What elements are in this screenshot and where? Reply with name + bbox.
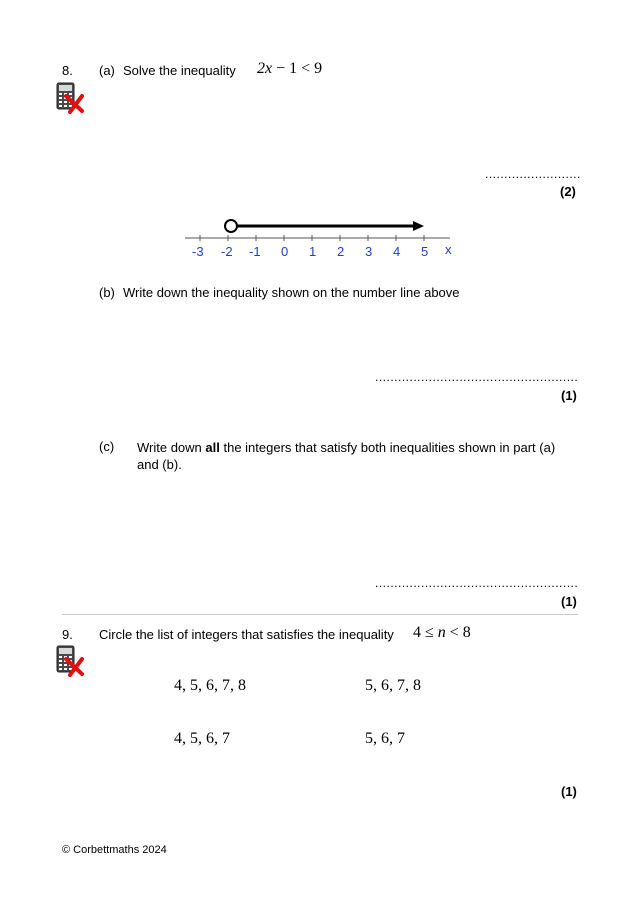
q9-number: 9. [62, 627, 73, 642]
tick-label: 3 [365, 244, 373, 259]
q8c-text-after: the integers that satisfy both inequalities shown in part (a) [219, 440, 556, 455]
q8b-marks: (1) [561, 388, 577, 403]
q9-question: Circle the list of integers that satisfies the inequality [99, 627, 394, 642]
q8b-answer-line[interactable]: ..................................................... [375, 370, 579, 384]
q8-number: 8. [62, 63, 73, 78]
q8c-text-line2: and (b). [137, 457, 182, 472]
q9-marks: (1) [561, 784, 577, 799]
tick-label: 2 [337, 244, 345, 259]
q8c-text-before: Write down [137, 440, 206, 455]
q8c-label: (c) [99, 439, 115, 454]
q8a-answer-line[interactable]: ......................... [485, 167, 581, 181]
q8b-label: (b) [99, 285, 115, 300]
q9-option[interactable]: 4, 5, 6, 7 [174, 730, 230, 747]
tick-label: 0 [281, 244, 289, 259]
tick-label: -2 [221, 244, 233, 259]
q8a-marks: (2) [560, 184, 576, 199]
tick-label: 4 [393, 244, 401, 259]
q8c-marks: (1) [561, 594, 577, 609]
q8a-question: Solve the inequality [123, 63, 236, 78]
tick-label: -3 [192, 244, 204, 259]
calculator-not-allowed-icon [56, 82, 80, 112]
open-circle-marker [225, 220, 237, 232]
q8c-answer-line[interactable]: ..................................................... [375, 576, 579, 590]
q9-expression-lhs: 4 ≤ [413, 624, 438, 641]
tick-label: 1 [309, 244, 317, 259]
q8a-expression [257, 60, 322, 78]
q9-expression [413, 624, 471, 642]
q9-option[interactable]: 5, 6, 7 [365, 730, 405, 747]
q8c-text-bold: all [205, 440, 220, 455]
q9-option[interactable]: 4, 5, 6, 7, 8 [174, 677, 246, 694]
question-divider [62, 614, 578, 615]
q9-expression-rest: < 8 [445, 624, 471, 641]
q9-option[interactable]: 5, 6, 7, 8 [365, 677, 421, 694]
q8b-question: Write down the inequality shown on the number line above [123, 285, 460, 300]
variable-label: x [445, 242, 452, 257]
footer-copyright: © Corbettmaths 2024 [62, 844, 167, 856]
number-line [180, 213, 470, 263]
arrow-right-icon [413, 221, 424, 231]
q8a-expression-rest: − 1 < 9 [272, 60, 323, 77]
tick-label: -1 [249, 244, 261, 259]
q8a-label: (a) [99, 63, 115, 78]
q8a-expression-lhs: 2x [257, 60, 273, 77]
q8c-question [137, 439, 577, 473]
q9-expression-var: n [437, 624, 446, 641]
tick-label: 5 [421, 244, 429, 259]
calculator-not-allowed-icon [56, 645, 80, 675]
